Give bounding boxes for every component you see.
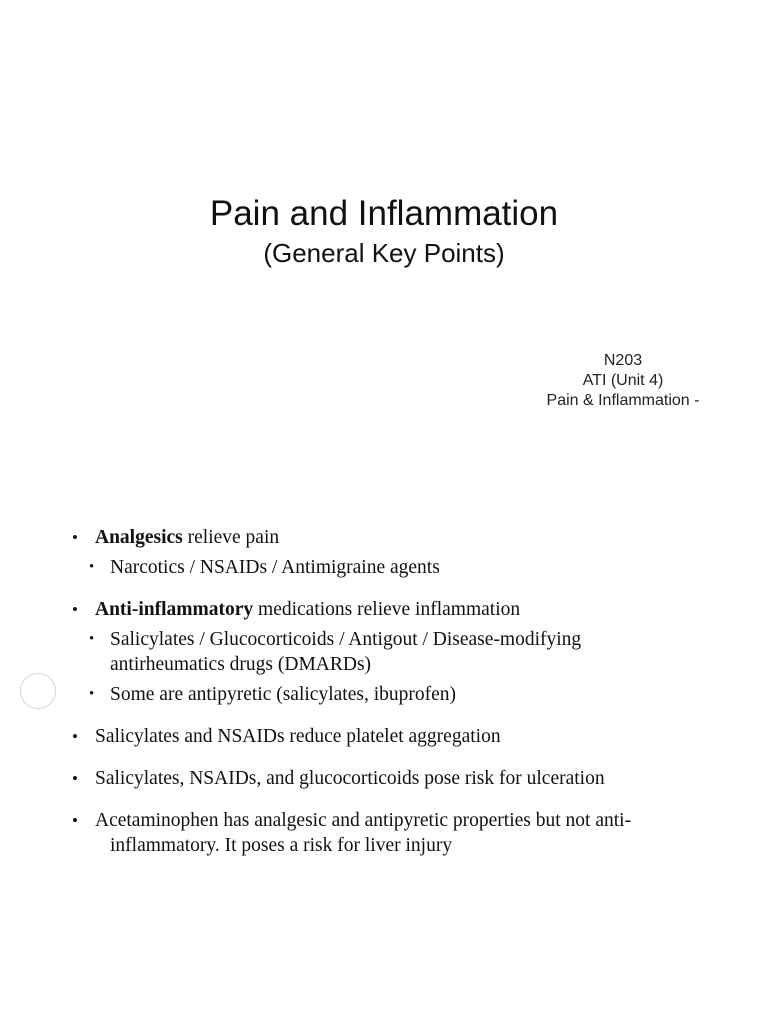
page-title: Pain and Inflammation xyxy=(209,194,559,233)
bullet-ulceration xyxy=(72,766,712,791)
bullet-text-line1: • Acetaminophen has analgesic and antipyretic properties but not anti- xyxy=(95,810,632,831)
bullet-acetaminophen xyxy=(72,808,712,858)
bullet-text: medications relieve inflammation xyxy=(253,599,521,620)
sub-bullet-analgesic-types xyxy=(72,555,712,580)
sub-bullet-anti-inflammatory-types xyxy=(72,627,712,677)
sub-bullet-antipyretic xyxy=(72,682,712,707)
sub-bullet-text: Some are antipyretic (salicylates, ibuprofen) xyxy=(110,684,456,705)
circle-button[interactable] xyxy=(20,673,56,709)
course-info xyxy=(500,351,746,411)
bullet-platelet xyxy=(72,724,712,749)
bullet-text: Salicylates, NSAIDs, and glucocorticoids pose risk for ulceration xyxy=(95,768,605,789)
bullet-text: relieve pain xyxy=(182,527,280,548)
bullet-anti-inflammatory xyxy=(72,597,712,622)
sub-bullet-text-line1: • Salicylates / Glucocorticoids / Antigout / Disease-modifying xyxy=(110,629,582,650)
sub-bullet-text-line2: antirheumatics drugs (DMARDs) xyxy=(110,654,372,675)
sub-bullet-text: Narcotics / NSAIDs / Antimigraine agents xyxy=(110,557,440,578)
course-topic: Pain & Inflammation - xyxy=(546,392,700,409)
course-code: N203 xyxy=(603,352,643,369)
course-unit: ATI (Unit 4) xyxy=(582,372,664,389)
bullet-bold-term: Anti-inflammatory xyxy=(95,599,254,620)
bullet-text-line2: inflammatory. It poses a risk for liver injury xyxy=(110,835,453,856)
page-subtitle: (General Key Points) xyxy=(263,238,505,268)
bullet-analgesics xyxy=(72,525,712,550)
bullet-text: Salicylates and NSAIDs reduce platelet aggregation xyxy=(95,726,501,747)
bullet-bold-term: Analgesics xyxy=(95,527,183,548)
key-points-list xyxy=(72,525,712,858)
